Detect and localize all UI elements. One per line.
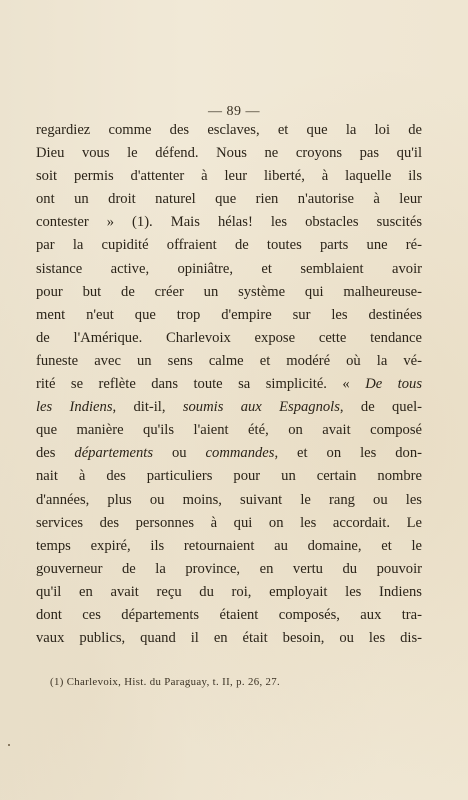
italic-text: soumis aux Espagnols — [182, 399, 340, 416]
text-line: par la cupidité offraient de toutes parts une ré- — [36, 237, 422, 254]
text-line: les Indiens, dit-il, soumis aux Espagnols, de quel- — [36, 399, 422, 416]
text-line: vaux publics, quand il en était besoin, ou les dis- — [36, 630, 422, 647]
text-line: funeste avec un sens calme et modéré où la vé- — [36, 352, 422, 369]
text-line: soit permis d'attenter à leur liberté, à laquelle ils — [36, 168, 422, 185]
paper-speck — [8, 744, 10, 746]
body-text — [36, 119, 422, 650]
italic-text: commandes — [205, 445, 275, 462]
text-line: pour but de créer un système qui malheureuse- — [36, 283, 422, 300]
italic-text: De tous — [365, 376, 422, 393]
text-line: d'années, plus ou moins, suivant le rang ou les — [36, 491, 422, 508]
text-line: des départements ou commandes, et on les don- — [36, 445, 422, 462]
text-line: Dieu vous le défend. Nous ne croyons pas qu'il — [36, 145, 422, 162]
text-line: de l'Amérique. Charlevoix expose cette tendance — [36, 329, 422, 346]
page-number: — 89 — — [208, 104, 260, 119]
footnote: (1) Charlevoix, Hist. du Paraguay, t. II, p. 26, 27. — [50, 676, 281, 688]
text-line: ment n'eut que trop d'empire sur les destinées — [36, 306, 422, 323]
text-line: ont un droit naturel que rien n'autorise à leur — [36, 191, 422, 208]
text-line: contester » (1). Mais hélas! les obstacles suscités — [36, 214, 422, 231]
text-line: sistance active, opiniâtre, et semblaient avoir — [36, 260, 422, 277]
text-line: gouverneur de la province, en vertu du pouvoir — [36, 560, 422, 577]
text-line: services des personnes à qui on les accordait. Le — [36, 514, 422, 531]
text-line: qu'il en avait reçu du roi, employait les Indiens — [36, 583, 422, 600]
text-line: rité se reflète dans toute sa simplicité. « De tous — [36, 376, 422, 393]
text-line: regardiez comme des esclaves, et que la loi de — [36, 122, 422, 138]
text-line: temps expiré, ils retournaient au domaine, et le — [36, 537, 422, 554]
text-line: que manière qu'ils l'aient été, on avait composé — [36, 422, 422, 439]
text-line: dont ces départements étaient composés, aux tra- — [36, 606, 422, 623]
text-line: nait à des particuliers pour un certain nombre — [36, 468, 422, 485]
italic-text: les Indiens — [36, 399, 113, 416]
italic-text: départements — [74, 445, 154, 462]
